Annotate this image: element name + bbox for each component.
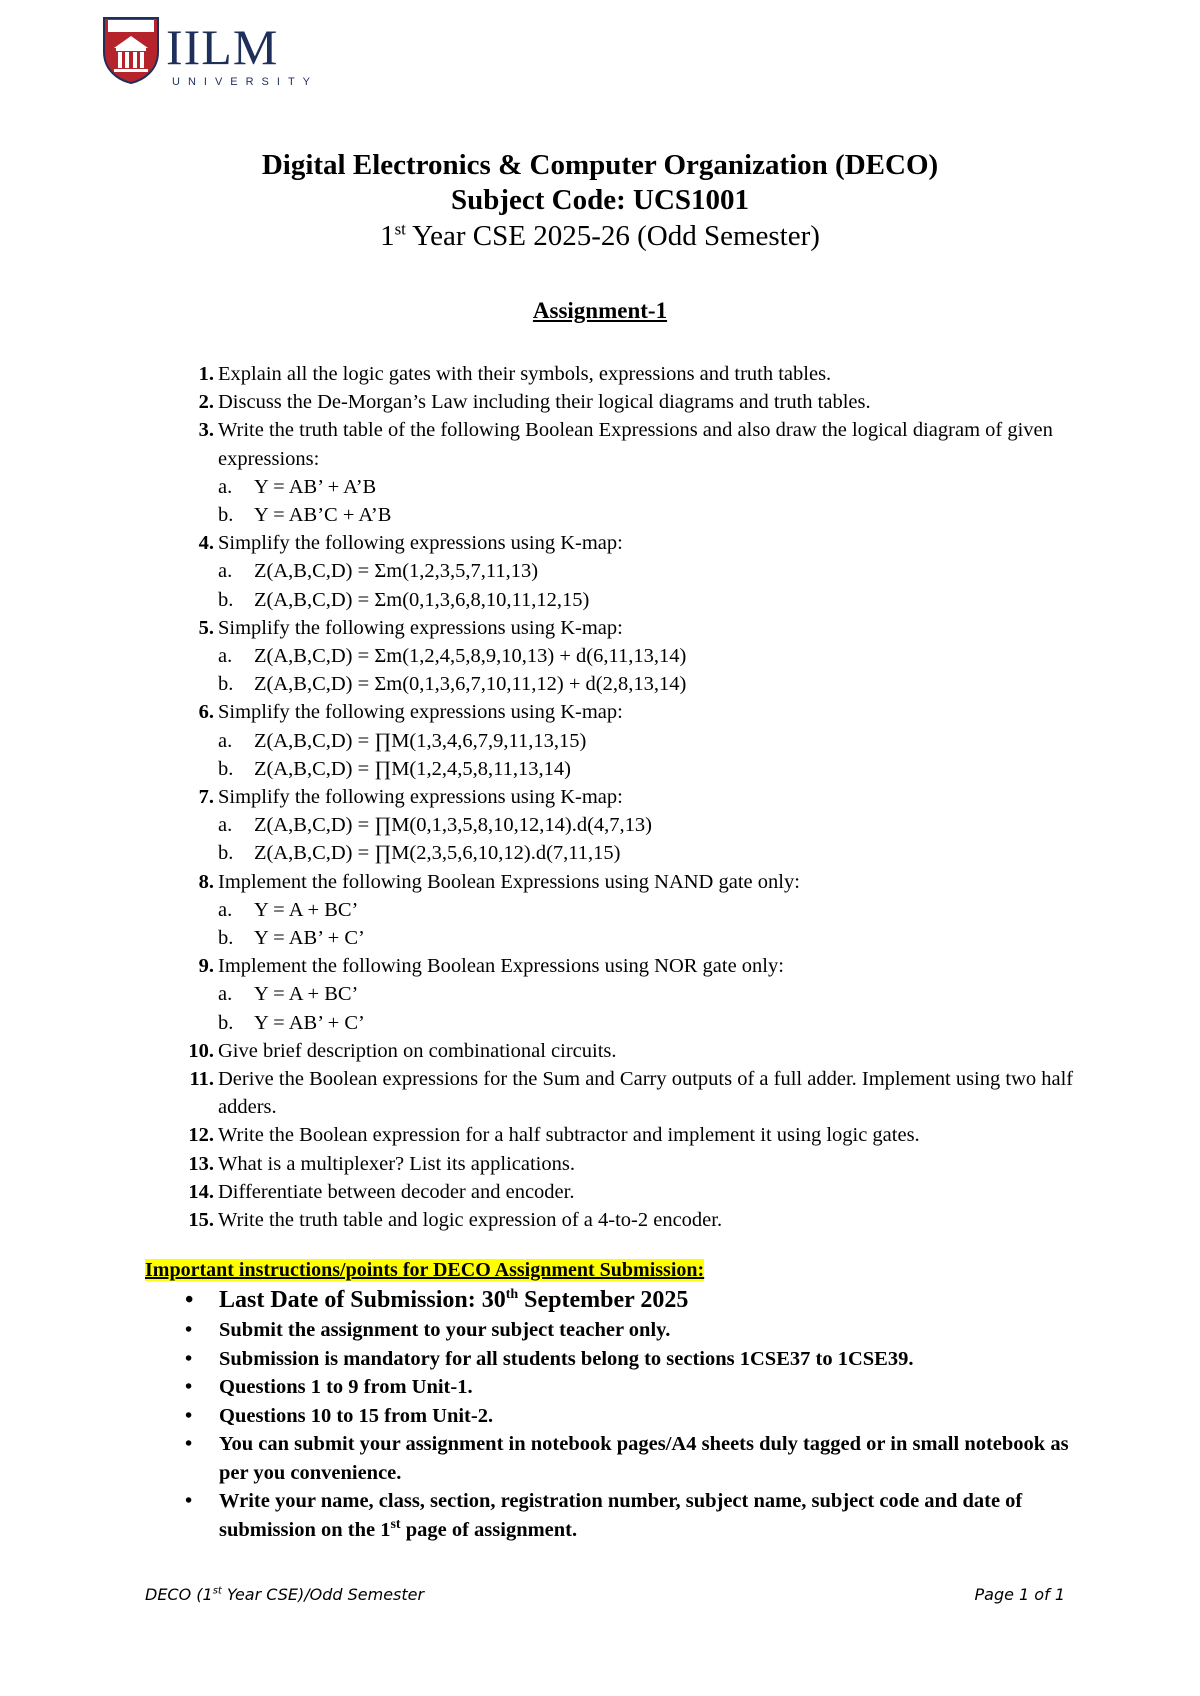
question-text: Simplify the following expressions using K-map: <box>218 616 623 639</box>
question-number: 4. <box>198 532 214 555</box>
sub-question <box>180 501 1080 529</box>
question-item <box>180 1037 1080 1065</box>
sub-question-label: b. <box>218 673 234 696</box>
sub-question <box>180 896 1080 924</box>
sub-question <box>180 670 1080 698</box>
sub-question-text: Z(A,B,C,D) = Σm(0,1,3,6,7,10,11,12) + d(2,8,13,14) <box>254 673 687 696</box>
sub-question <box>180 727 1080 755</box>
sub-question-text: Z(A,B,C,D) = ∏M(1,3,4,6,7,9,11,13,15) <box>254 729 587 752</box>
question-number: 15. <box>188 1209 214 1232</box>
sub-question-text: Y = AB’C + A’B <box>254 504 392 527</box>
instruction-item <box>145 1316 1095 1345</box>
question-item <box>180 868 1080 896</box>
document-title <box>0 148 1200 254</box>
bullet-icon: • <box>185 1433 193 1455</box>
question-text: Write the Boolean expression for a half subtractor and implement it using logic gates. <box>218 1124 920 1147</box>
question-text: Simplify the following expressions using K-map: <box>218 701 623 724</box>
sub-question <box>180 980 1080 1008</box>
instruction-item <box>145 1402 1095 1431</box>
question-number: 7. <box>198 786 214 809</box>
sub-question-label: b. <box>218 1011 234 1034</box>
question-item <box>180 698 1080 726</box>
question-item <box>180 360 1080 388</box>
question-number: 14. <box>188 1180 214 1203</box>
question-number: 12. <box>188 1124 214 1147</box>
instruction-item <box>145 1430 1095 1487</box>
instruction-text: Submit the assignment to your subject teacher only. <box>219 1319 671 1341</box>
sub-question-label: b. <box>218 842 234 865</box>
sub-question-label: a. <box>218 729 233 752</box>
question-text: Give brief description on combinational circuits. <box>218 1039 617 1062</box>
course-title: Digital Electronics & Computer Organization (DECO) <box>261 149 939 181</box>
instruction-text: You can submit your assignment in notebook pages/A4 sheets duly tagged or in small notebook as per you convenience. <box>219 1433 1069 1484</box>
sub-question-label: b. <box>218 504 234 527</box>
sub-question-text: Z(A,B,C,D) = Σm(0,1,3,6,8,10,11,12,15) <box>254 588 590 611</box>
instruction-item <box>145 1373 1095 1402</box>
question-item <box>180 1065 1080 1121</box>
instruction-text: Questions 1 to 9 from Unit-1. <box>219 1376 473 1398</box>
sub-question-label: a. <box>218 983 233 1006</box>
question-item <box>180 614 1080 642</box>
sub-question <box>180 557 1080 585</box>
subject-code: Subject Code: UCS1001 <box>450 184 750 216</box>
sub-question-text: Y = A + BC’ <box>254 898 359 921</box>
sub-question <box>180 586 1080 614</box>
sub-question-text: Z(A,B,C,D) = Σm(1,2,4,5,8,9,10,13) + d(6,11,13,14) <box>254 645 687 668</box>
question-item <box>180 1121 1080 1149</box>
bullet-icon: • <box>185 1490 193 1512</box>
sub-question <box>180 924 1080 952</box>
instruction-item <box>145 1345 1095 1374</box>
assignment-heading: Assignment-1 <box>532 298 668 323</box>
sub-question-label: b. <box>218 588 234 611</box>
sub-question-label: b. <box>218 927 234 950</box>
question-number: 11. <box>189 1068 214 1091</box>
question-number: 3. <box>198 419 214 442</box>
bullet-icon: • <box>185 1319 193 1341</box>
question-item <box>180 952 1080 980</box>
sub-question <box>180 473 1080 501</box>
question-number: 2. <box>198 391 214 414</box>
question-item <box>180 529 1080 557</box>
question-item <box>180 416 1080 472</box>
question-text: Write the truth table of the following Boolean Expressions and also draw the logical diagram of given expressions: <box>218 419 1053 470</box>
question-number: 6. <box>198 701 214 724</box>
sub-question-text: Z(A,B,C,D) = Σm(1,2,3,5,7,11,13) <box>254 560 539 583</box>
question-text: Explain all the logic gates with their symbols, expressions and truth tables. <box>218 363 832 385</box>
sub-question-text: Y = AB’ + A’B <box>254 475 377 498</box>
sub-question-label: a. <box>218 898 233 921</box>
logo-name: IILM <box>166 19 279 75</box>
sub-question-text: Y = A + BC’ <box>254 983 359 1006</box>
instructions-section <box>145 1256 1095 1544</box>
question-number: 8. <box>198 870 214 893</box>
sub-question-label: a. <box>218 560 233 583</box>
sub-question-text: Y = AB’ + C’ <box>254 1011 365 1034</box>
question-text: What is a multiplexer? List its applications. <box>218 1152 575 1175</box>
sub-question-label: b. <box>218 757 234 780</box>
question-list <box>180 360 1080 1234</box>
sub-question-label: a. <box>218 645 233 668</box>
question-item <box>180 388 1080 416</box>
question-text: Derive the Boolean expressions for the Sum and Carry outputs of a full adder. Implement using two half adders. <box>218 1068 1074 1119</box>
question-number: 13. <box>188 1152 214 1175</box>
sub-question-text: Z(A,B,C,D) = ∏M(1,2,4,5,8,11,13,14) <box>254 757 571 780</box>
sub-question-text: Z(A,B,C,D) = ∏M(2,3,5,6,10,12).d(7,11,15) <box>254 842 621 865</box>
university-logo <box>100 14 330 88</box>
bullet-icon: • <box>185 1376 193 1398</box>
logo-subtitle: UNIVERSITY <box>172 76 319 88</box>
crest-icon <box>100 14 162 84</box>
last-date: • Last Date of Submission: 30th September 2025 <box>145 1284 1095 1316</box>
sub-question-label: a. <box>218 814 233 837</box>
sub-question <box>180 1009 1080 1037</box>
question-text: Simplify the following expressions using K-map: <box>218 786 623 809</box>
question-number: 10. <box>188 1039 214 1062</box>
sub-question-label: a. <box>218 475 233 498</box>
question-text: Implement the following Boolean Expressions using NAND gate only: <box>218 870 800 893</box>
instruction-text: Questions 10 to 15 from Unit-2. <box>219 1404 494 1427</box>
question-text: Implement the following Boolean Expressions using NOR gate only: <box>218 955 784 978</box>
instruction-item: • Write your name, class, section, registration number, subject name, subject code and date of submission on the 1st page of assignment. <box>145 1487 1095 1544</box>
footer-course: DECO (1st Year CSE)/Odd Semester <box>145 1585 425 1604</box>
sub-question <box>180 839 1080 867</box>
instruction-text: Submission is mandatory for all students belong to sections 1CSE37 to 1CSE39. <box>219 1347 914 1370</box>
question-item <box>180 1178 1080 1206</box>
question-item <box>180 783 1080 811</box>
question-item <box>180 1150 1080 1178</box>
bullet-icon: • <box>185 1347 193 1370</box>
page-number: Page 1 of 1 <box>974 1585 1065 1604</box>
question-item <box>180 1206 1080 1234</box>
question-text: Differentiate between decoder and encoder. <box>218 1180 575 1203</box>
question-text: Write the truth table and logic expression of a 4-to-2 encoder. <box>218 1209 723 1232</box>
instructions-heading: Important instructions/points for DECO Assignment Submission: <box>145 1259 705 1281</box>
sub-question <box>180 811 1080 839</box>
question-number: 9. <box>198 955 214 978</box>
sub-question-text: Z(A,B,C,D) = ∏M(0,1,3,5,8,10,12,14).d(4,7,13) <box>254 814 652 837</box>
question-number: 1. <box>198 363 214 385</box>
question-number: 5. <box>198 616 214 639</box>
bullet-icon: • <box>185 1287 194 1313</box>
year-semester: 1st Year CSE 2025-26 (Odd Semester) <box>380 219 820 252</box>
bullet-icon: • <box>185 1404 193 1427</box>
question-text: Discuss the De-Morgan’s Law including their logical diagrams and truth tables. <box>218 391 871 414</box>
sub-question <box>180 755 1080 783</box>
sub-question-text: Y = AB’ + C’ <box>254 927 365 950</box>
question-text: Simplify the following expressions using K-map: <box>218 532 623 555</box>
page-footer <box>145 1585 1065 1604</box>
sub-question <box>180 642 1080 670</box>
